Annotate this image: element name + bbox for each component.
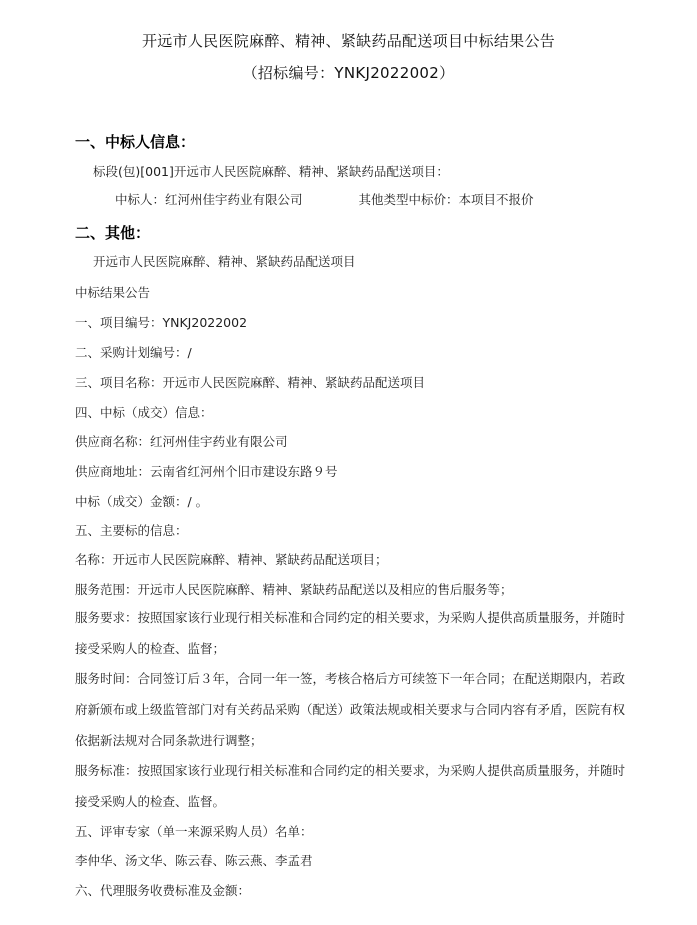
award-info-heading: 四、中标（成交）信息： — [75, 405, 213, 420]
winning-price: 其他类型中标价：本项目不报价 — [358, 192, 534, 207]
service-standard: 服务标准：按照国家该行业现行相关标准和合同约定的相关要求，为采购人提供高质量服务，并随时接受采购人的检查、监督。 — [75, 763, 626, 809]
service-scope: 服务范围：开远市人民医院麻醉、精神、紧缺药品配送以及相应的售后服务等； — [75, 582, 513, 597]
supplier-name: 供应商名称：红河州佳宇药业有限公司 — [75, 434, 288, 449]
winner-name: 中标人：红河州佳宇药业有限公司 — [115, 192, 303, 207]
project-number: 一、项目编号：YNKJ2022002 — [75, 315, 248, 330]
expert-list-heading: 五、评审专家（单一来源采购人员）名单： — [75, 824, 313, 839]
service-period: 服务时间：合同签订后３年，合同一年一签，考核合格后方可续签下一年合同；在配送期限内，若政府新颁布或上级监管部门对有关药品采购（配送）政策法规或相关要求与合同内容有矛盾，医院有权依据新法规对合同条款进行调整； — [75, 671, 626, 748]
winner-row — [115, 190, 534, 208]
supplier-address: 供应商地址：云南省红河州个旧市建设东路９号 — [75, 464, 338, 479]
subject-name: 名称：开远市人民医院麻醉、精神、紧缺药品配送项目； — [75, 552, 388, 567]
award-amount: 中标（成交）金额：/ 。 — [75, 494, 209, 509]
project-name-line: 开远市人民医院麻醉、精神、紧缺药品配送项目 — [93, 254, 356, 269]
tender-number: （招标编号：YNKJ2022002） — [242, 64, 455, 82]
service-requirements: 服务要求：按照国家该行业现行相关标准和合同约定的相关要求，为采购人提供高质量服务，并随时接受采购人的检查、监督； — [75, 610, 626, 656]
procurement-plan-number: 二、采购计划编号：/ — [75, 345, 192, 360]
document-title: 开远市人民医院麻醉、精神、紧缺药品配送项目中标结果公告 — [141, 32, 556, 50]
expert-names: 李仲华、汤文华、陈云春、陈云燕、李孟君 — [75, 853, 313, 868]
section-heading-winner-info: 一、中标人信息： — [75, 133, 196, 151]
main-subject-heading: 五、主要标的信息： — [75, 523, 188, 538]
project-title: 三、项目名称：开远市人民医院麻醉、精神、紧缺药品配送项目 — [75, 375, 426, 390]
announcement-label: 中标结果公告 — [75, 285, 151, 300]
lot-description: 标段(包)[001]开远市人民医院麻醉、精神、紧缺药品配送项目： — [93, 164, 449, 179]
section-heading-other: 二、其他： — [75, 224, 151, 242]
agency-fee-heading: 六、代理服务收费标准及金额： — [75, 883, 251, 898]
